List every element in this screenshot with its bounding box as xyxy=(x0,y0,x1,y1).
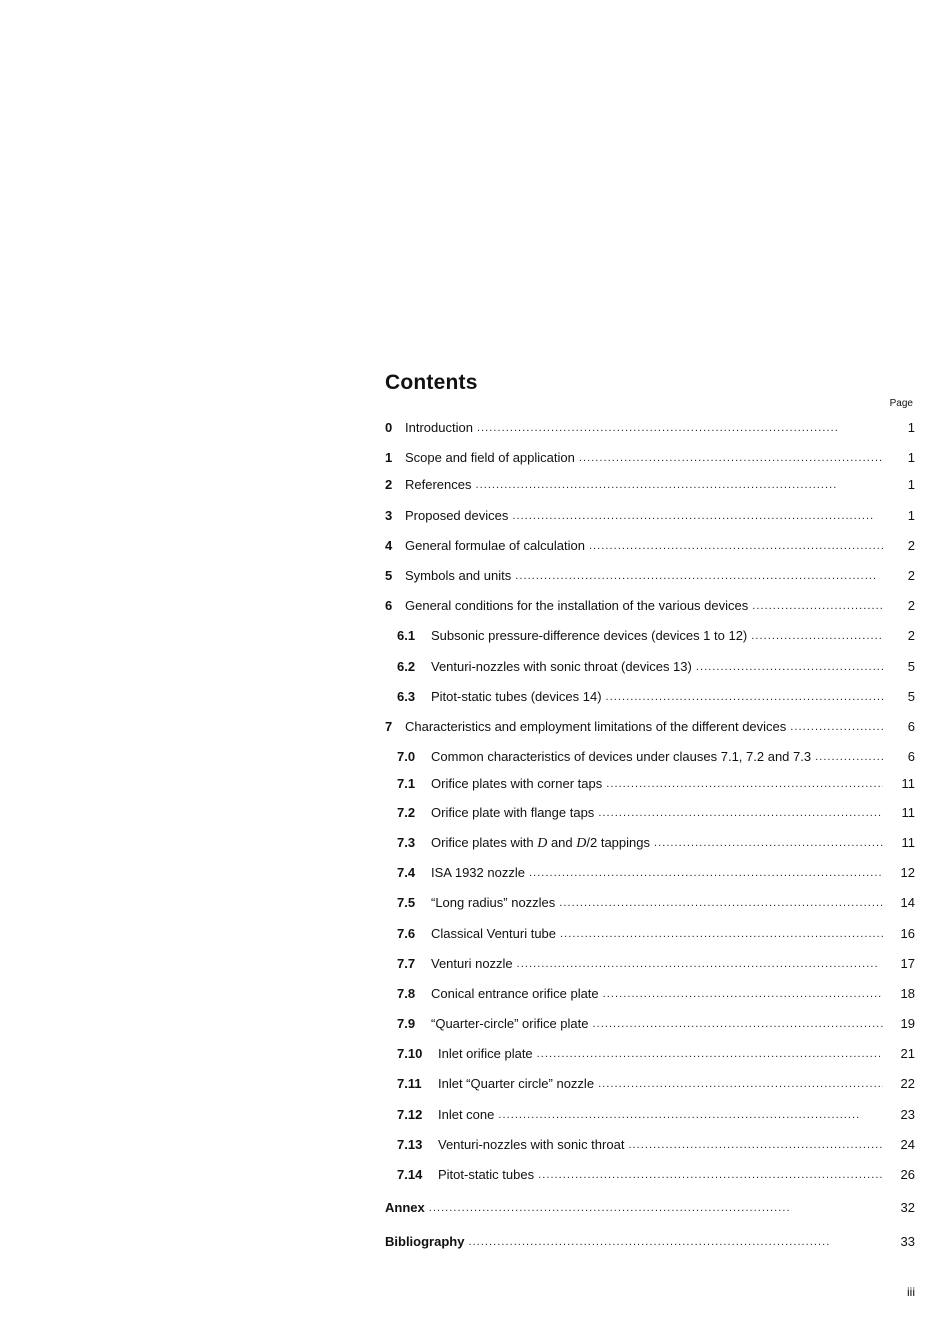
toc-subentry[interactable] xyxy=(397,747,915,767)
toc-entry-page: 6 xyxy=(907,719,915,734)
dot-leader xyxy=(429,1198,883,1218)
dot-leader xyxy=(598,803,883,823)
toc-entry-page: 26 xyxy=(900,1167,915,1182)
toc-entry-number: 7.6 xyxy=(397,926,416,941)
toc-entry-number: 6 xyxy=(385,598,393,613)
dot-leader xyxy=(654,833,883,853)
page-column-label: Page xyxy=(889,398,913,409)
dot-leader xyxy=(790,717,883,737)
toc-entry-page: 22 xyxy=(900,1076,915,1091)
toc-entry-page: 2 xyxy=(907,628,915,643)
toc-entry-page: 17 xyxy=(900,956,915,971)
dot-leader xyxy=(751,626,883,646)
toc-entry-number: 2 xyxy=(385,477,393,492)
toc-entry-number: 7.0 xyxy=(397,749,416,764)
toc-entry-page: 2 xyxy=(907,568,915,583)
toc-entry-number: 6.2 xyxy=(397,659,416,674)
toc-entry-number: 0 xyxy=(385,420,393,435)
toc-entry-number: 7.9 xyxy=(397,1016,416,1031)
toc-entry[interactable] xyxy=(385,418,915,438)
toc-entry-title: Pitot-static tubes xyxy=(438,1167,535,1182)
toc-entry-title: Pitot-static tubes (devices 14) xyxy=(431,689,602,704)
toc-entry-page: 16 xyxy=(900,926,915,941)
toc-subentry[interactable] xyxy=(397,863,915,883)
toc-entry-number: 7.7 xyxy=(397,956,416,971)
toc-entry-page: 2 xyxy=(907,538,915,553)
dot-leader xyxy=(579,448,883,468)
toc-entry[interactable] xyxy=(385,506,915,526)
toc-bibliography[interactable] xyxy=(385,1232,915,1252)
toc-entry-title: Venturi nozzle xyxy=(431,956,513,971)
toc-entry-title: Venturi-nozzles with sonic throat (devices 13) xyxy=(431,659,692,674)
dot-leader xyxy=(606,687,883,707)
dot-leader xyxy=(815,747,883,767)
toc-entry[interactable] xyxy=(385,448,915,468)
dot-leader xyxy=(598,1074,883,1094)
dot-leader xyxy=(559,893,883,913)
toc-entry-title: ISA 1932 nozzle xyxy=(431,865,525,880)
dot-leader xyxy=(752,596,883,616)
toc-entry-title: Inlet “Quarter circle” nozzle xyxy=(438,1076,595,1091)
toc-entry-title: Orifice plate with flange taps xyxy=(431,805,595,820)
dot-leader xyxy=(560,924,883,944)
toc-entry-title: General formulae of calculation xyxy=(405,538,585,553)
toc-entry-page: 1 xyxy=(907,450,915,465)
toc-entry-page: 11 xyxy=(901,835,915,850)
toc-entry-page: 24 xyxy=(900,1137,915,1152)
toc-entry-title: Subsonic pressure-difference devices (devices 1 to 12) xyxy=(431,628,748,643)
annex-page: 32 xyxy=(900,1200,915,1215)
toc-entry-title: Orifice plates with corner taps xyxy=(431,776,603,791)
dot-leader xyxy=(515,566,883,586)
toc-entry[interactable] xyxy=(385,717,915,737)
toc-entry-number: 3 xyxy=(385,508,393,523)
dot-leader xyxy=(696,657,883,677)
toc-entry-title: Proposed devices xyxy=(405,508,509,523)
toc-entry-title: References xyxy=(405,477,472,492)
toc-entry-number: 1 xyxy=(385,450,393,465)
toc-subentry[interactable] xyxy=(397,984,915,1004)
dot-leader xyxy=(517,954,883,974)
toc-entry-number: 7.2 xyxy=(397,805,416,820)
dot-leader xyxy=(603,984,883,1004)
toc-entry-title: “Quarter-circle” orifice plate xyxy=(431,1016,589,1031)
toc-subentry[interactable] xyxy=(397,1105,915,1125)
toc-entry-title: Classical Venturi tube xyxy=(431,926,557,941)
dot-leader xyxy=(475,475,883,495)
toc-entry-page: 1 xyxy=(907,508,915,523)
toc-subentry[interactable] xyxy=(397,1165,915,1185)
toc-entry-page: 19 xyxy=(900,1016,915,1031)
toc-entry-page: 18 xyxy=(900,986,915,1001)
toc-entry-page: 1 xyxy=(907,477,915,492)
toc-entry-number: 7.14 xyxy=(397,1167,423,1182)
toc-entry-title: Orifice plates with D and D/2 tappings xyxy=(431,834,650,851)
toc-entry-page: 14 xyxy=(900,895,915,910)
toc-subentry[interactable] xyxy=(397,687,915,707)
toc-entry-page: 1 xyxy=(907,420,915,435)
toc-entry-number: 7.5 xyxy=(397,895,416,910)
toc-entry-number: 4 xyxy=(385,538,393,553)
toc-subentry[interactable] xyxy=(397,774,915,794)
toc-entry-number: 6.3 xyxy=(397,689,416,704)
toc-subentry[interactable] xyxy=(397,1044,915,1064)
dot-leader xyxy=(589,536,883,556)
dot-leader xyxy=(628,1135,883,1155)
bibliography-page: 33 xyxy=(900,1234,915,1249)
toc-subentry[interactable] xyxy=(397,833,915,853)
dot-leader xyxy=(529,863,883,883)
dot-leader xyxy=(606,774,883,794)
page-title: Contents xyxy=(385,371,478,394)
toc-subentry[interactable] xyxy=(397,1135,915,1155)
toc-entry-title: General conditions for the installation of the various devices xyxy=(405,598,749,613)
toc-entry-page: 23 xyxy=(900,1107,915,1122)
toc-entry-page: 5 xyxy=(907,689,915,704)
toc-entry[interactable] xyxy=(385,566,915,586)
toc-entry-number: 7.1 xyxy=(397,776,416,791)
toc-subentry[interactable] xyxy=(397,893,915,913)
toc-entry-title: Introduction xyxy=(405,420,473,435)
toc-entry-number: 7.4 xyxy=(397,865,416,880)
footer-page-number: iii xyxy=(907,1285,915,1299)
toc-entry-title: Characteristics and employment limitations of the different devices xyxy=(405,719,787,734)
annex-title: Annex xyxy=(385,1200,425,1215)
toc-entry[interactable] xyxy=(385,536,915,556)
toc-entry-title: Venturi-nozzles with sonic throat xyxy=(438,1137,625,1152)
toc-entry-number: 7 xyxy=(385,719,393,734)
toc-entry-number: 7.8 xyxy=(397,986,416,1001)
toc-entry-title: Conical entrance orifice plate xyxy=(431,986,599,1001)
toc-entry-page: 11 xyxy=(901,776,915,791)
dot-leader xyxy=(537,1044,883,1064)
toc-entry-page: 21 xyxy=(900,1046,915,1061)
toc-entry-page: 5 xyxy=(907,659,915,674)
toc-entry-title: Inlet cone xyxy=(438,1107,495,1122)
toc-entry[interactable] xyxy=(385,475,915,495)
toc-entry-title: Symbols and units xyxy=(405,568,512,583)
toc-entry-number: 7.3 xyxy=(397,835,416,850)
toc-subentry[interactable] xyxy=(397,657,915,677)
dot-leader xyxy=(593,1014,884,1034)
toc-subentry[interactable] xyxy=(397,1074,915,1094)
toc-entry-number: 6.1 xyxy=(397,628,416,643)
toc-entry-page: 12 xyxy=(900,865,915,880)
toc-entry-page: 2 xyxy=(907,598,915,613)
dot-leader xyxy=(538,1165,883,1185)
dot-leader xyxy=(512,506,883,526)
toc-entry-number: 7.10 xyxy=(397,1046,423,1061)
toc-entry-page: 11 xyxy=(901,805,915,820)
toc-entry-title: Common characteristics of devices under clauses 7.1, 7.2 and 7.3 xyxy=(431,749,812,764)
toc-subentry[interactable] xyxy=(397,1014,915,1034)
toc-entry-title: “Long radius” nozzles xyxy=(431,895,556,910)
toc-subentry[interactable] xyxy=(397,924,915,944)
dot-leader xyxy=(468,1232,883,1252)
toc-subentry[interactable] xyxy=(397,626,915,646)
toc-subentry[interactable] xyxy=(397,803,915,823)
bibliography-title: Bibliography xyxy=(385,1234,465,1249)
toc-annex[interactable] xyxy=(385,1198,915,1218)
toc-entry-number: 7.11 xyxy=(397,1076,422,1091)
toc-entry-number: 7.13 xyxy=(397,1137,423,1152)
toc-entry-title: Inlet orifice plate xyxy=(438,1046,533,1061)
toc-subentry[interactable] xyxy=(397,954,915,974)
toc-entry[interactable] xyxy=(385,596,915,616)
dot-leader xyxy=(498,1105,883,1125)
toc-entry-number: 7.12 xyxy=(397,1107,423,1122)
toc-entry-number: 5 xyxy=(385,568,393,583)
dot-leader xyxy=(477,418,883,438)
toc-entry-page: 6 xyxy=(907,749,915,764)
toc-entry-title: Scope and field of application xyxy=(405,450,575,465)
